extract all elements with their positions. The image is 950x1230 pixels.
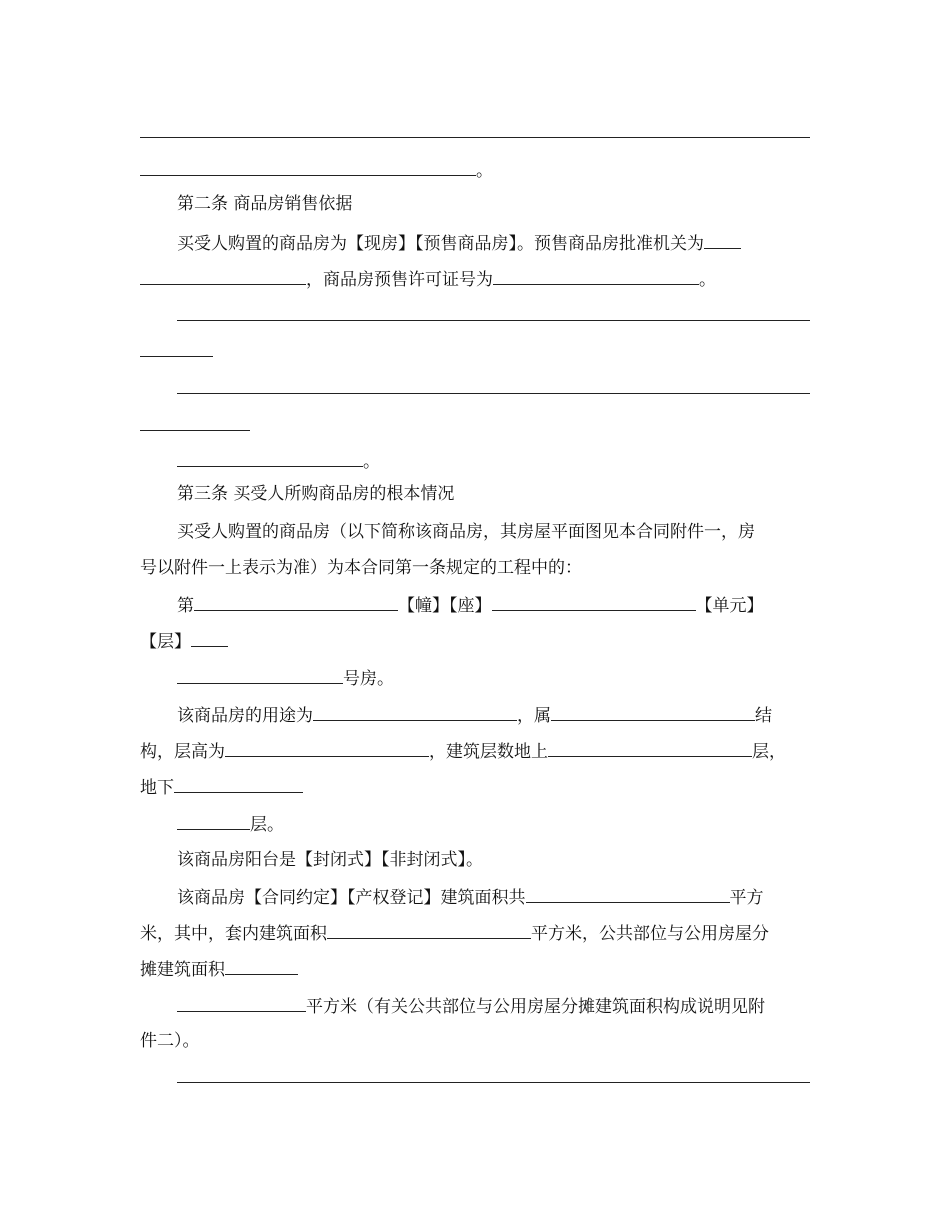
blank-field xyxy=(140,158,476,176)
paragraph-text: 米，其中，套内建筑面积 xyxy=(140,924,327,943)
paragraph-text: 平方米，公共部位与公用房屋分 xyxy=(531,924,769,943)
paragraph-text: ，属 xyxy=(517,706,551,725)
blank-field xyxy=(548,739,752,757)
blank-field xyxy=(225,739,429,757)
text-line xyxy=(140,158,810,180)
blank-field xyxy=(526,885,730,903)
paragraph-text: 号房。 xyxy=(343,669,394,688)
paragraph-text: 层。 xyxy=(250,815,284,834)
blank-field xyxy=(704,231,741,249)
paragraph-text: 该商品房【合同约定】【产权登记】建筑面积共 xyxy=(177,888,526,907)
blank-line xyxy=(140,356,213,357)
blank-field xyxy=(492,593,696,611)
blank-field xyxy=(174,775,303,793)
blank-field xyxy=(225,957,298,975)
paragraph-text: 件二）。 xyxy=(140,1031,200,1051)
blank-field xyxy=(140,267,306,285)
text-line xyxy=(140,921,810,943)
text-line xyxy=(140,775,810,797)
paragraph-text: ，商品房预售许可证号为 xyxy=(306,270,493,289)
paragraph-text: 买受人购置的商品房为【现房】【预售商品房】。预售商品房批准机关为 xyxy=(177,234,704,253)
blank-line xyxy=(177,320,810,321)
article-title xyxy=(140,483,810,505)
blank-field xyxy=(313,703,517,721)
blank-field xyxy=(177,994,306,1012)
text-line xyxy=(140,267,810,289)
blank-line xyxy=(177,393,810,394)
paragraph-text: 平方 xyxy=(729,888,764,907)
blank-field xyxy=(177,812,250,830)
blank-field xyxy=(191,629,228,647)
blank-line xyxy=(140,137,810,138)
paragraph-text: 第 xyxy=(177,596,194,615)
punctuation: 。 xyxy=(476,161,493,180)
text-line xyxy=(140,557,810,579)
text-line xyxy=(140,593,810,615)
blank-field xyxy=(177,449,363,467)
text-line xyxy=(140,666,810,688)
text-line xyxy=(140,521,810,543)
blank-field xyxy=(327,921,531,939)
paragraph-text: 层， xyxy=(752,742,786,761)
blank-field xyxy=(194,593,398,611)
paragraph-text: 号以附件一上表示为准）为本合同第一条规定的工程中的： xyxy=(140,558,582,578)
paragraph-text: 该商品房的用途为 xyxy=(177,706,313,725)
article-2-title: 第二条 商品房销售依据 xyxy=(177,194,353,214)
text-line xyxy=(140,812,810,834)
paragraph-text: 【层】 xyxy=(140,632,191,651)
text-line xyxy=(140,994,810,1016)
text-line xyxy=(140,1030,810,1052)
paragraph-text: 【单元】 xyxy=(695,596,764,615)
text-line xyxy=(140,449,810,471)
text-line xyxy=(140,231,810,253)
text-line xyxy=(140,885,810,907)
paragraph-text: 买受人购置的商品房（以下简称该商品房，其房屋平面图见本合同附件一，房 xyxy=(177,522,755,542)
blank-field xyxy=(493,267,699,285)
blank-line xyxy=(177,1082,810,1083)
blank-field xyxy=(177,666,343,684)
paragraph-text: 构，层高为 xyxy=(140,742,225,761)
paragraph-text: 平方米（有关公共部位与公用房屋分摊建筑面积构成说明见附 xyxy=(306,997,765,1016)
punctuation: 。 xyxy=(699,270,716,289)
punctuation: 。 xyxy=(363,452,380,471)
blank-line xyxy=(140,430,250,431)
paragraph-text: 【幢】【座】 xyxy=(398,596,492,615)
text-line xyxy=(140,957,810,979)
paragraph-text: 结 xyxy=(755,706,772,725)
article-3-title: 第三条 买受人所购商品房的根本情况 xyxy=(177,484,455,504)
article-title xyxy=(140,193,810,215)
paragraph-text: 地下 xyxy=(140,778,174,797)
blank-field xyxy=(551,703,755,721)
paragraph-text: 该商品房阳台是【封闭式】【非封闭式】。 xyxy=(177,850,483,870)
paragraph-text: ，建筑层数地上 xyxy=(429,742,548,761)
text-line xyxy=(140,703,810,725)
paragraph-text: 摊建筑面积 xyxy=(140,960,225,979)
text-line xyxy=(140,849,810,871)
text-line xyxy=(140,739,810,761)
text-line xyxy=(140,629,810,651)
